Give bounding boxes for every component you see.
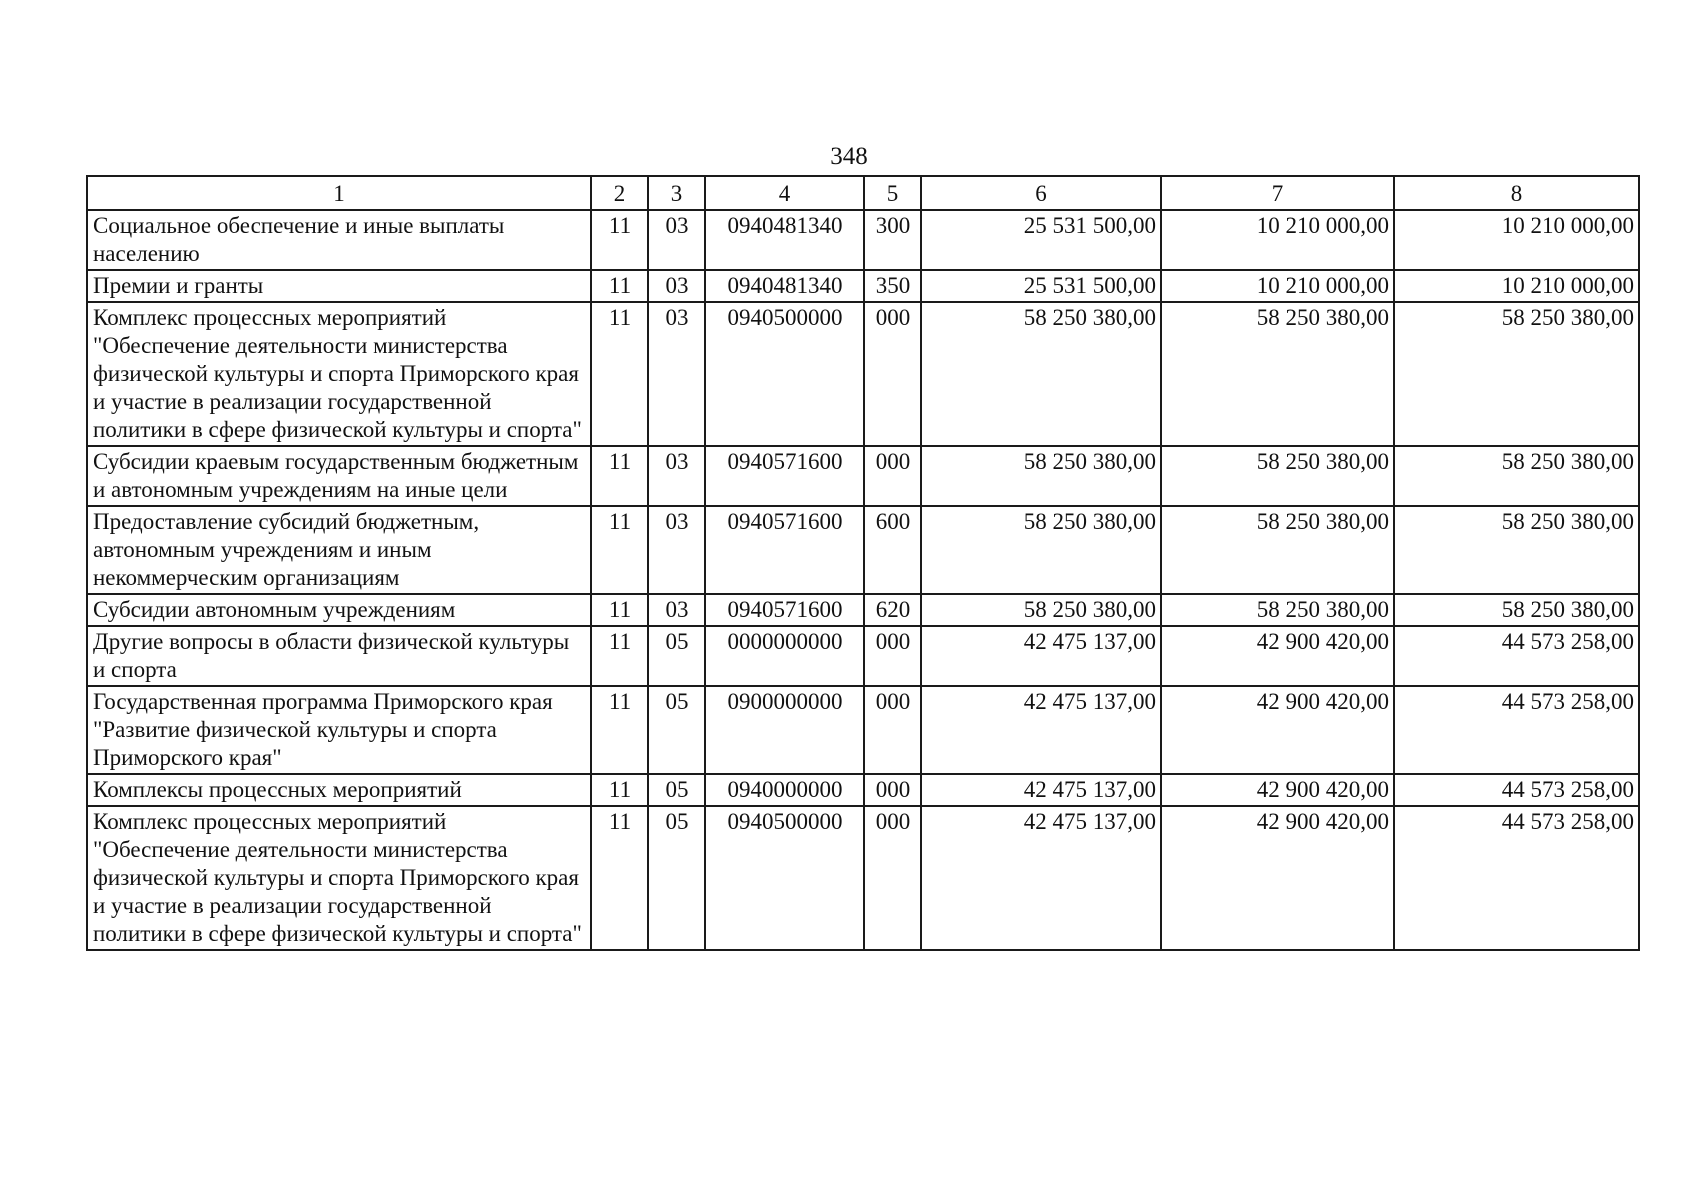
- section-code: 11: [591, 806, 648, 950]
- target-article-code: 0940500000: [705, 302, 864, 446]
- target-article-code: 0940500000: [705, 806, 864, 950]
- amount-col-8: 44 573 258,00: [1394, 626, 1639, 686]
- table-row: [87, 446, 1639, 506]
- target-article-code: 0940571600: [705, 446, 864, 506]
- target-article-code: 0940571600: [705, 506, 864, 594]
- amount-col-8: 58 250 380,00: [1394, 506, 1639, 594]
- section-code: 11: [591, 210, 648, 270]
- amount-col-6: 58 250 380,00: [921, 594, 1161, 626]
- table-row: [87, 626, 1639, 686]
- subsection-code: 05: [648, 806, 705, 950]
- amount-col-6: 58 250 380,00: [921, 506, 1161, 594]
- amount-col-8: 58 250 380,00: [1394, 594, 1639, 626]
- table-row: [87, 270, 1639, 302]
- table-row: [87, 302, 1639, 446]
- row-name: Другие вопросы в области физической культуры и спорта: [87, 626, 591, 686]
- expense-type-code: 620: [864, 594, 921, 626]
- amount-col-7: 42 900 420,00: [1161, 806, 1394, 950]
- row-name: Премии и гранты: [87, 270, 591, 302]
- section-code: 11: [591, 774, 648, 806]
- amount-col-6: 42 475 137,00: [921, 774, 1161, 806]
- row-name: Комплекс процессных мероприятий "Обеспечение деятельности министерства физической культуры и спорта Приморского края и участие в реализации государственной политики в сфере физической культуры и спорта": [87, 302, 591, 446]
- amount-col-7: 10 210 000,00: [1161, 270, 1394, 302]
- amount-col-6: 42 475 137,00: [921, 806, 1161, 950]
- budget-table: [86, 175, 1640, 951]
- column-header: 8: [1394, 176, 1639, 210]
- section-code: 11: [591, 686, 648, 774]
- amount-col-6: 42 475 137,00: [921, 686, 1161, 774]
- amount-col-7: 42 900 420,00: [1161, 774, 1394, 806]
- header-row: [87, 176, 1639, 210]
- subsection-code: 05: [648, 774, 705, 806]
- expense-type-code: 000: [864, 806, 921, 950]
- row-name: Субсидии краевым государственным бюджетным и автономным учреждениям на иные цели: [87, 446, 591, 506]
- column-header: 7: [1161, 176, 1394, 210]
- target-article-code: 0940000000: [705, 774, 864, 806]
- table-row: [87, 506, 1639, 594]
- section-code: 11: [591, 270, 648, 302]
- target-article-code: 0940481340: [705, 210, 864, 270]
- target-article-code: 0000000000: [705, 626, 864, 686]
- subsection-code: 03: [648, 270, 705, 302]
- subsection-code: 05: [648, 686, 705, 774]
- expense-type-code: 300: [864, 210, 921, 270]
- target-article-code: 0940571600: [705, 594, 864, 626]
- subsection-code: 03: [648, 594, 705, 626]
- table-row: [87, 210, 1639, 270]
- table-row: [87, 774, 1639, 806]
- column-header: 5: [864, 176, 921, 210]
- amount-col-7: 58 250 380,00: [1161, 302, 1394, 446]
- row-name: Субсидии автономным учреждениям: [87, 594, 591, 626]
- expense-type-code: 000: [864, 446, 921, 506]
- amount-col-7: 58 250 380,00: [1161, 446, 1394, 506]
- expense-type-code: 000: [864, 686, 921, 774]
- section-code: 11: [591, 506, 648, 594]
- subsection-code: 03: [648, 506, 705, 594]
- amount-col-8: 58 250 380,00: [1394, 446, 1639, 506]
- amount-col-8: 58 250 380,00: [1394, 302, 1639, 446]
- subsection-code: 03: [648, 210, 705, 270]
- expense-type-code: 000: [864, 626, 921, 686]
- section-code: 11: [591, 626, 648, 686]
- table-row: [87, 686, 1639, 774]
- amount-col-8: 44 573 258,00: [1394, 806, 1639, 950]
- expense-type-code: 000: [864, 302, 921, 446]
- table-row: [87, 806, 1639, 950]
- amount-col-6: 58 250 380,00: [921, 446, 1161, 506]
- page-number: 348: [830, 143, 868, 170]
- row-name: Государственная программа Приморского края "Развитие физической культуры и спорта Приморского края": [87, 686, 591, 774]
- subsection-code: 03: [648, 302, 705, 446]
- row-name: Социальное обеспечение и иные выплаты населению: [87, 210, 591, 270]
- section-code: 11: [591, 594, 648, 626]
- column-header: 6: [921, 176, 1161, 210]
- amount-col-7: 58 250 380,00: [1161, 506, 1394, 594]
- amount-col-7: 42 900 420,00: [1161, 626, 1394, 686]
- column-header: 1: [87, 176, 591, 210]
- amount-col-7: 42 900 420,00: [1161, 686, 1394, 774]
- subsection-code: 03: [648, 446, 705, 506]
- target-article-code: 0940481340: [705, 270, 864, 302]
- expense-type-code: 000: [864, 774, 921, 806]
- target-article-code: 0900000000: [705, 686, 864, 774]
- row-name: Комплексы процессных мероприятий: [87, 774, 591, 806]
- row-name: Комплекс процессных мероприятий "Обеспечение деятельности министерства физической культуры и спорта Приморского края и участие в реализации государственной политики в сфере физической культуры и спорта": [87, 806, 591, 950]
- amount-col-7: 58 250 380,00: [1161, 594, 1394, 626]
- amount-col-8: 44 573 258,00: [1394, 686, 1639, 774]
- amount-col-8: 44 573 258,00: [1394, 774, 1639, 806]
- amount-col-8: 10 210 000,00: [1394, 270, 1639, 302]
- column-header: 2: [591, 176, 648, 210]
- subsection-code: 05: [648, 626, 705, 686]
- amount-col-6: 25 531 500,00: [921, 270, 1161, 302]
- amount-col-8: 10 210 000,00: [1394, 210, 1639, 270]
- table-row: [87, 594, 1639, 626]
- expense-type-code: 600: [864, 506, 921, 594]
- amount-col-6: 25 531 500,00: [921, 210, 1161, 270]
- column-header: 4: [705, 176, 864, 210]
- row-name: Предоставление субсидий бюджетным, автономным учреждениям и иным некоммерческим организациям: [87, 506, 591, 594]
- expense-type-code: 350: [864, 270, 921, 302]
- column-header: 3: [648, 176, 705, 210]
- section-code: 11: [591, 302, 648, 446]
- section-code: 11: [591, 446, 648, 506]
- amount-col-7: 10 210 000,00: [1161, 210, 1394, 270]
- amount-col-6: 58 250 380,00: [921, 302, 1161, 446]
- amount-col-6: 42 475 137,00: [921, 626, 1161, 686]
